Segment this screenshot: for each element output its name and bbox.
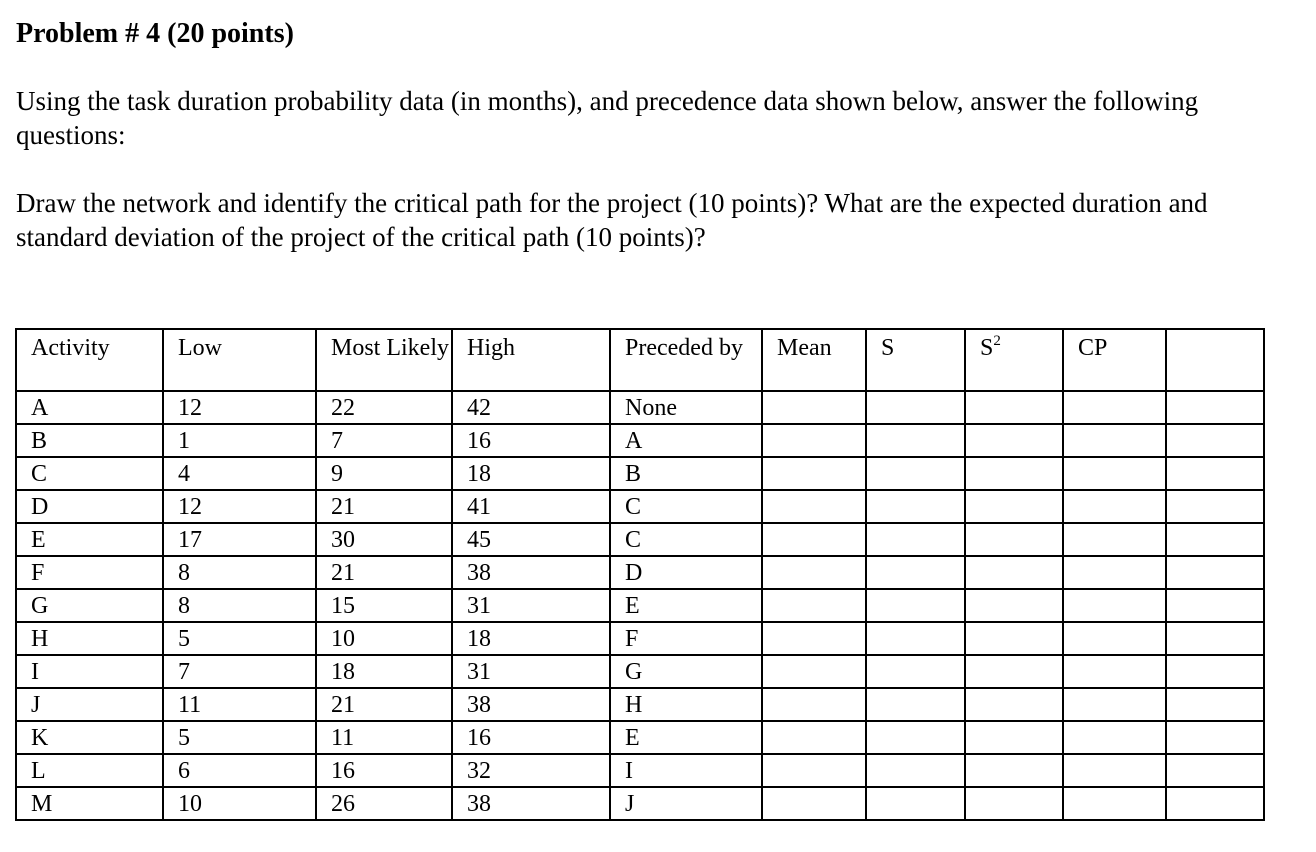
table-row: [16, 721, 1264, 754]
cell-high: 42: [452, 391, 610, 424]
cell-activity: A: [16, 391, 163, 424]
cell-extra: [1166, 622, 1264, 655]
cell-cp: [1063, 391, 1166, 424]
cell-extra: [1166, 556, 1264, 589]
table-header-row: [16, 329, 1264, 391]
cell-s2: [965, 523, 1063, 556]
cell-s: [866, 787, 965, 820]
cell-s: [866, 391, 965, 424]
cell-mean: [762, 490, 866, 523]
cell-low: 12: [163, 490, 316, 523]
problem-title: Problem # 4 (20 points): [16, 18, 294, 49]
cell-s2: [965, 556, 1063, 589]
cell-activity: E: [16, 523, 163, 556]
cell-high: 38: [452, 787, 610, 820]
cell-mean: [762, 688, 866, 721]
header-activity: Activity: [16, 329, 163, 391]
cell-preceded-by: C: [610, 523, 762, 556]
cell-high: 41: [452, 490, 610, 523]
cell-low: 12: [163, 391, 316, 424]
cell-preceded-by: D: [610, 556, 762, 589]
cell-high: 32: [452, 754, 610, 787]
cell-high: 31: [452, 589, 610, 622]
cell-mean: [762, 655, 866, 688]
cell-s: [866, 721, 965, 754]
cell-extra: [1166, 655, 1264, 688]
cell-mean: [762, 424, 866, 457]
cell-low: 8: [163, 556, 316, 589]
header-mean: Mean: [762, 329, 866, 391]
cell-high: 18: [452, 457, 610, 490]
cell-activity: K: [16, 721, 163, 754]
cell-s2: [965, 688, 1063, 721]
header-preceded-by: Preceded by: [610, 329, 762, 391]
cell-activity: M: [16, 787, 163, 820]
cell-cp: [1063, 688, 1166, 721]
header-extra: [1166, 329, 1264, 391]
cell-cp: [1063, 457, 1166, 490]
cell-most-likely: 26: [316, 787, 452, 820]
cell-cp: [1063, 721, 1166, 754]
cell-most-likely: 21: [316, 556, 452, 589]
cell-s2: [965, 655, 1063, 688]
cell-mean: [762, 391, 866, 424]
cell-low: 5: [163, 622, 316, 655]
cell-s: [866, 523, 965, 556]
cell-low: 4: [163, 457, 316, 490]
cell-activity: B: [16, 424, 163, 457]
cell-low: 5: [163, 721, 316, 754]
header-s-squared-base: S: [980, 335, 994, 361]
cell-mean: [762, 589, 866, 622]
cell-cp: [1063, 490, 1166, 523]
cell-preceded-by: E: [610, 721, 762, 754]
cell-most-likely: 21: [316, 490, 452, 523]
cell-mean: [762, 721, 866, 754]
header-high: High: [452, 329, 610, 391]
table-row: [16, 457, 1264, 490]
cell-extra: [1166, 523, 1264, 556]
cell-high: 45: [452, 523, 610, 556]
cell-low: 7: [163, 655, 316, 688]
cell-most-likely: 9: [316, 457, 452, 490]
table-row: [16, 688, 1264, 721]
table-row: [16, 589, 1264, 622]
instructions-paragraph: Using the task duration probability data (in months), and precedence data shown below, answer the following questions:: [16, 86, 1199, 150]
cell-cp: [1063, 556, 1166, 589]
table-row: [16, 754, 1264, 787]
cell-preceded-by: J: [610, 787, 762, 820]
cell-mean: [762, 457, 866, 490]
cell-mean: [762, 622, 866, 655]
cell-extra: [1166, 457, 1264, 490]
cell-cp: [1063, 523, 1166, 556]
cell-most-likely: 22: [316, 391, 452, 424]
cell-cp: [1063, 424, 1166, 457]
cell-high: 18: [452, 622, 610, 655]
cell-most-likely: 7: [316, 424, 452, 457]
cell-most-likely: 11: [316, 721, 452, 754]
cell-s: [866, 457, 965, 490]
table-row: [16, 655, 1264, 688]
cell-preceded-by: G: [610, 655, 762, 688]
cell-s: [866, 556, 965, 589]
cell-activity: G: [16, 589, 163, 622]
cell-preceded-by: A: [610, 424, 762, 457]
cell-most-likely: 30: [316, 523, 452, 556]
cell-preceded-by: E: [610, 589, 762, 622]
cell-s: [866, 589, 965, 622]
cell-activity: L: [16, 754, 163, 787]
cell-high: 38: [452, 556, 610, 589]
header-low: Low: [163, 329, 316, 391]
cell-high: 16: [452, 721, 610, 754]
cell-s2: [965, 754, 1063, 787]
cell-s2: [965, 787, 1063, 820]
cell-activity: C: [16, 457, 163, 490]
cell-most-likely: 16: [316, 754, 452, 787]
cell-s: [866, 655, 965, 688]
cell-s2: [965, 391, 1063, 424]
header-most-likely: Most Likely: [316, 329, 452, 391]
cell-cp: [1063, 655, 1166, 688]
cell-s2: [965, 490, 1063, 523]
activity-table: [15, 328, 1265, 821]
cell-s: [866, 622, 965, 655]
cell-s: [866, 688, 965, 721]
table-row: [16, 622, 1264, 655]
cell-extra: [1166, 754, 1264, 787]
cell-activity: H: [16, 622, 163, 655]
table-row: [16, 787, 1264, 820]
table-row: [16, 523, 1264, 556]
cell-low: 10: [163, 787, 316, 820]
cell-s2: [965, 721, 1063, 754]
cell-preceded-by: B: [610, 457, 762, 490]
cell-activity: F: [16, 556, 163, 589]
cell-most-likely: 10: [316, 622, 452, 655]
header-s-squared-exponent: 2: [993, 333, 1001, 349]
cell-activity: I: [16, 655, 163, 688]
cell-preceded-by: None: [610, 391, 762, 424]
cell-s2: [965, 589, 1063, 622]
cell-high: 16: [452, 424, 610, 457]
cell-extra: [1166, 424, 1264, 457]
cell-low: 11: [163, 688, 316, 721]
cell-mean: [762, 556, 866, 589]
cell-cp: [1063, 754, 1166, 787]
cell-extra: [1166, 721, 1264, 754]
cell-cp: [1063, 787, 1166, 820]
cell-most-likely: 21: [316, 688, 452, 721]
cell-activity: D: [16, 490, 163, 523]
cell-most-likely: 15: [316, 589, 452, 622]
cell-cp: [1063, 622, 1166, 655]
cell-extra: [1166, 787, 1264, 820]
cell-preceded-by: H: [610, 688, 762, 721]
header-s: S: [866, 329, 965, 391]
cell-activity: J: [16, 688, 163, 721]
cell-high: 38: [452, 688, 610, 721]
cell-cp: [1063, 589, 1166, 622]
table-row: [16, 556, 1264, 589]
cell-low: 17: [163, 523, 316, 556]
cell-s: [866, 424, 965, 457]
cell-preceded-by: C: [610, 490, 762, 523]
questions-paragraph: Draw the network and identify the critical path for the project (10 points)? What are the expected duration and standard deviation of the project of the critical path (10 points)?: [16, 188, 1208, 252]
cell-s: [866, 490, 965, 523]
cell-mean: [762, 754, 866, 787]
table-body: [16, 391, 1264, 820]
cell-s2: [965, 622, 1063, 655]
cell-extra: [1166, 589, 1264, 622]
cell-preceded-by: F: [610, 622, 762, 655]
cell-mean: [762, 787, 866, 820]
cell-high: 31: [452, 655, 610, 688]
header-cp: CP: [1063, 329, 1166, 391]
cell-s2: [965, 457, 1063, 490]
cell-most-likely: 18: [316, 655, 452, 688]
table-row: [16, 391, 1264, 424]
cell-extra: [1166, 490, 1264, 523]
header-s-squared: [965, 329, 1063, 391]
cell-preceded-by: I: [610, 754, 762, 787]
cell-mean: [762, 523, 866, 556]
table-row: [16, 490, 1264, 523]
cell-extra: [1166, 391, 1264, 424]
cell-low: 1: [163, 424, 316, 457]
cell-s2: [965, 424, 1063, 457]
cell-low: 8: [163, 589, 316, 622]
cell-low: 6: [163, 754, 316, 787]
cell-extra: [1166, 688, 1264, 721]
cell-s: [866, 754, 965, 787]
table-row: [16, 424, 1264, 457]
